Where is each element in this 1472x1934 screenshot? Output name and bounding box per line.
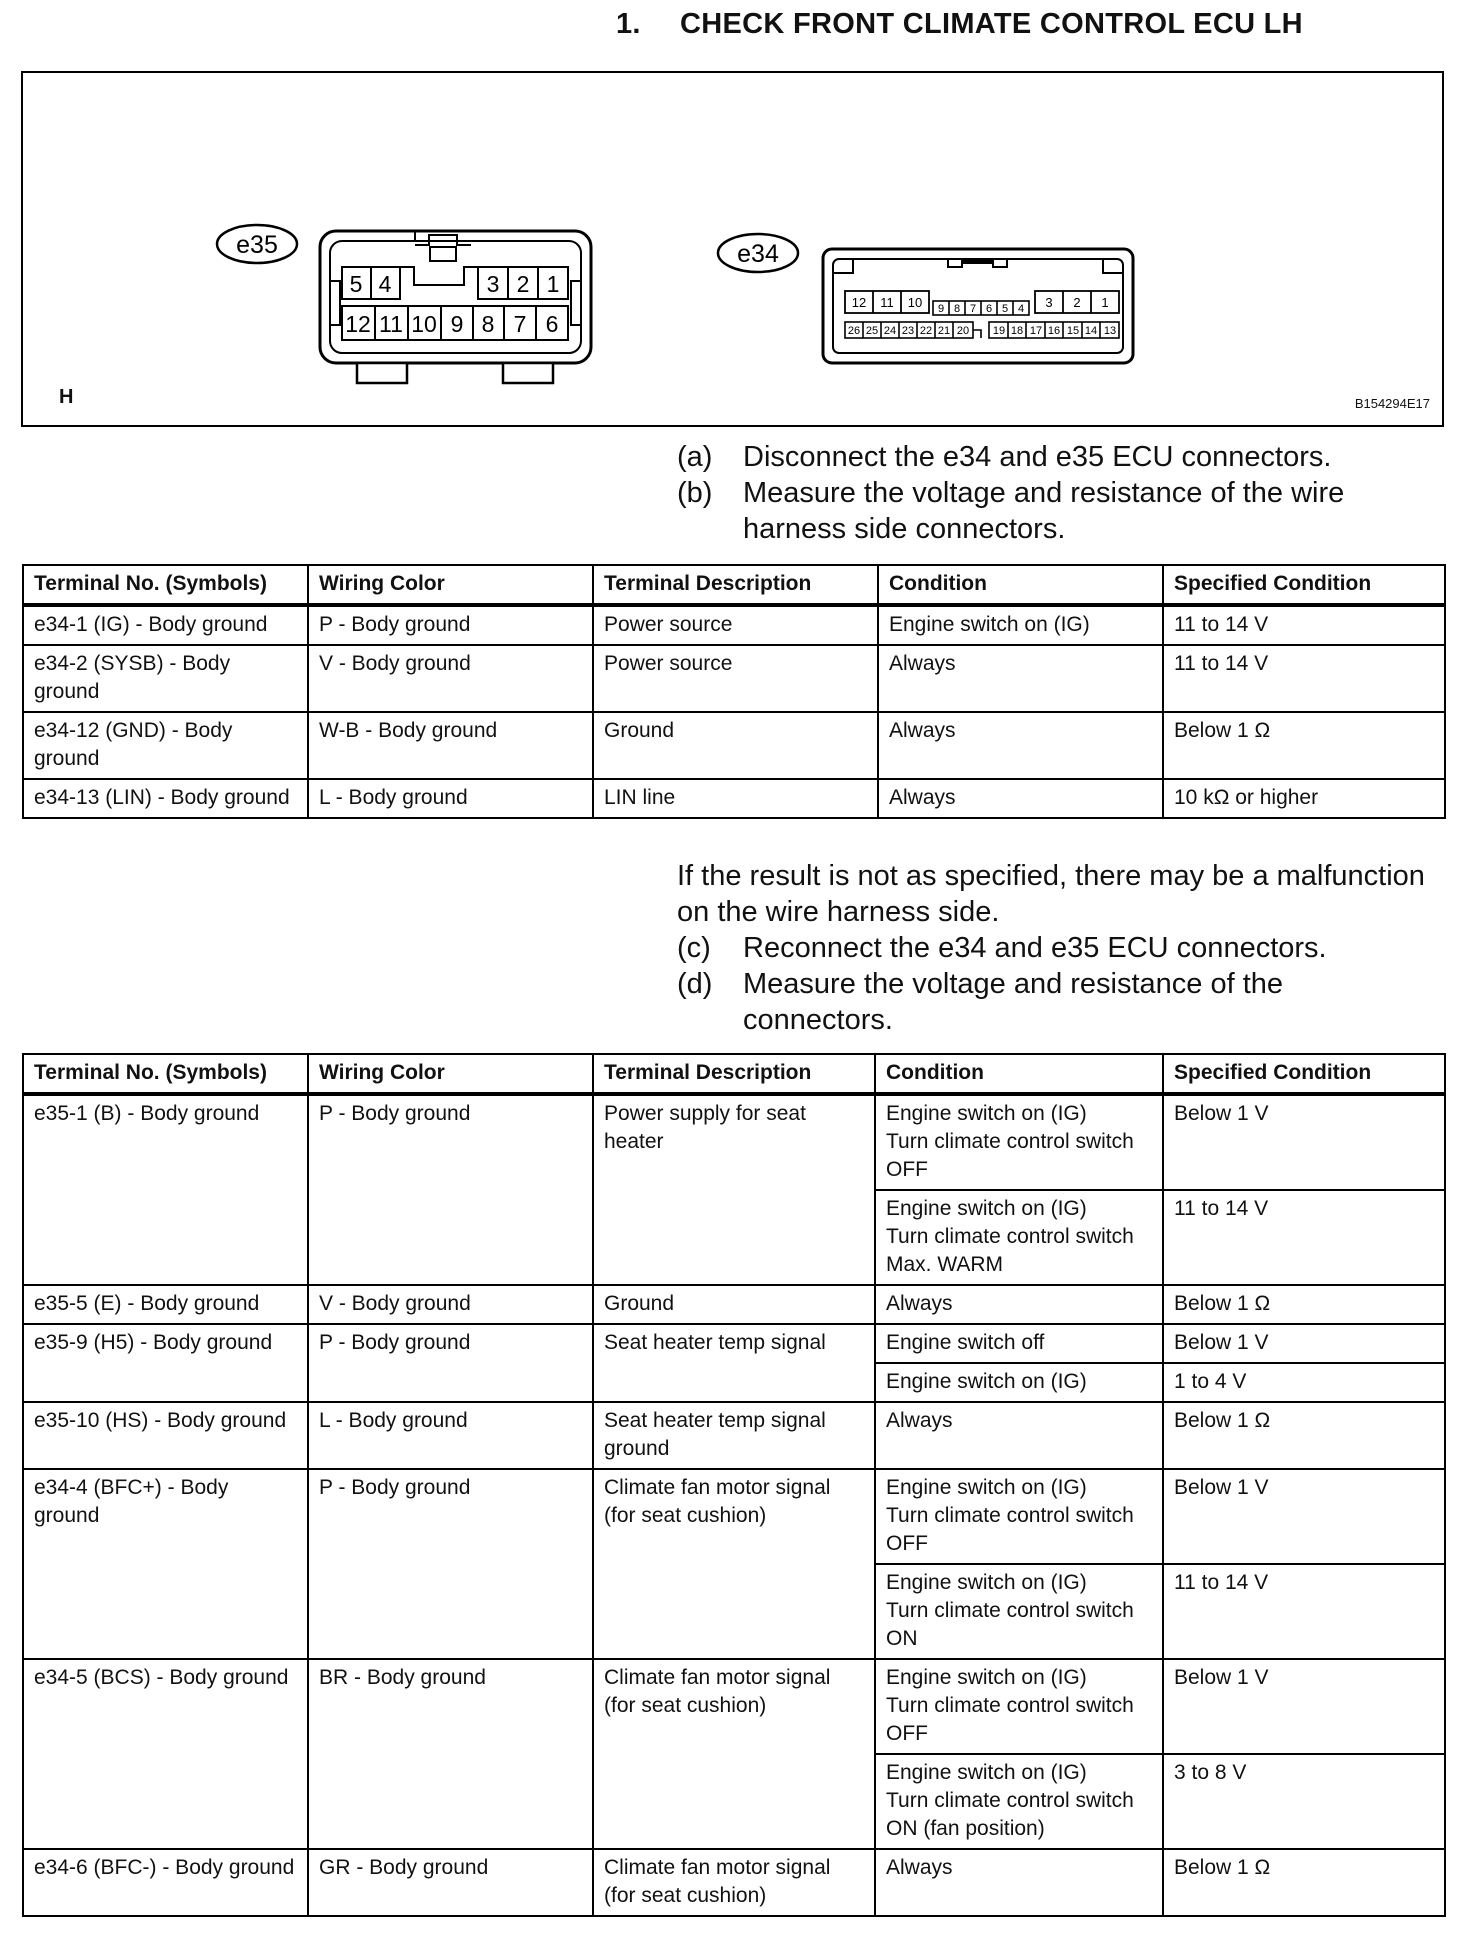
- spec-cell: Below 1 V: [1163, 1659, 1445, 1754]
- section-title-text: CHECK FRONT CLIMATE CONTROL ECU LH: [680, 8, 1303, 40]
- wiring-color-cell: W-B - Body ground: [308, 712, 593, 779]
- e34-pin-number: 20: [956, 325, 970, 337]
- table-row: [23, 1285, 1445, 1324]
- step-label: (b): [677, 477, 713, 509]
- e35-pin-number: 8: [481, 311, 495, 337]
- section-title: [616, 8, 1303, 41]
- table-row: [23, 1094, 1445, 1190]
- description-cell: Power source: [593, 605, 878, 645]
- terminal-cell: e34-12 (GND) - Body ground: [23, 712, 308, 779]
- terminal-cell: e34-1 (IG) - Body ground: [23, 605, 308, 645]
- e35-pin-number: 12: [345, 311, 371, 337]
- e34-pin-number: 13: [1103, 325, 1117, 337]
- wiring-color-cell: P - Body ground: [308, 1324, 593, 1402]
- spec-cell: 11 to 14 V: [1163, 1190, 1445, 1285]
- terminal-cell: e34-13 (LIN) - Body ground: [23, 779, 308, 818]
- e34-pin-number: 23: [901, 325, 915, 337]
- e34-pin-number: 19: [992, 325, 1006, 337]
- wiring-color-cell: BR - Body ground: [308, 1659, 593, 1849]
- table-row: [23, 1402, 1445, 1469]
- result-note: If the result is not as specified, there may be a malfunction on the wire harness side.: [677, 860, 1425, 928]
- terminal-cell: e34-6 (BFC-) - Body ground: [23, 1849, 308, 1916]
- e34-pin-number: 17: [1029, 325, 1043, 337]
- connector-spec-table: [22, 1053, 1446, 1917]
- condition-cell: Engine switch on (IG) Turn climate control switch ON: [875, 1564, 1163, 1659]
- e35-label: e35: [236, 231, 278, 259]
- wiring-color-cell: P - Body ground: [308, 1469, 593, 1659]
- condition-cell: Engine switch on (IG) Turn climate control switch Max. WARM: [875, 1190, 1163, 1285]
- wiring-color-cell: V - Body ground: [308, 1285, 593, 1324]
- e34-pin-number: 22: [919, 325, 933, 337]
- e34-pin-number: 14: [1084, 325, 1098, 337]
- e34-pin-number: 4: [1017, 303, 1025, 315]
- e35-pin-number: 7: [513, 311, 527, 337]
- description-cell: LIN line: [593, 779, 878, 818]
- e34-pin-number: 1: [1101, 295, 1109, 310]
- step-d: [677, 966, 1437, 1038]
- column-header: Terminal No. (Symbols): [23, 565, 308, 605]
- e34-pin-number: 15: [1066, 325, 1080, 337]
- section-number: 1.: [616, 8, 641, 40]
- e34-top-left-numbers: [852, 295, 922, 310]
- e34-pin-number: 9: [937, 303, 945, 315]
- terminal-cell: e34-4 (BFC+) - Body ground: [23, 1469, 308, 1659]
- column-header: Terminal Description: [593, 565, 878, 605]
- table-row: [23, 645, 1445, 712]
- step-text: Measure the voltage and resistance of the connectors.: [743, 968, 1284, 1036]
- condition-cell: Engine switch on (IG) Turn climate control switch OFF: [875, 1659, 1163, 1754]
- spec-cell: 11 to 14 V: [1163, 1564, 1445, 1659]
- spec-cell: Below 1 V: [1163, 1469, 1445, 1564]
- description-cell: Climate fan motor signal (for seat cushion): [593, 1469, 875, 1659]
- e34-pin-number: 25: [865, 325, 879, 337]
- terminal-cell: e34-5 (BCS) - Body ground: [23, 1659, 308, 1849]
- terminal-cell: e35-10 (HS) - Body ground: [23, 1402, 308, 1469]
- e34-pin-number: 21: [937, 325, 951, 337]
- wiring-color-cell: P - Body ground: [308, 1094, 593, 1285]
- spec-cell: Below 1 Ω: [1163, 1285, 1445, 1324]
- condition-cell: Engine switch off: [875, 1324, 1163, 1363]
- condition-cell: Always: [875, 1849, 1163, 1916]
- e35-pin-number: 3: [486, 271, 500, 297]
- e35-connector: [320, 231, 591, 383]
- e35-pin-number: 6: [545, 311, 559, 337]
- condition-cell: Always: [878, 712, 1163, 779]
- e35-pin-number: 10: [411, 311, 437, 337]
- description-cell: Ground: [593, 712, 878, 779]
- e34-pin-number: 10: [907, 295, 923, 310]
- e34-pin-number: 6: [985, 303, 993, 315]
- connector-diagram: [23, 73, 1442, 425]
- spec-cell: 1 to 4 V: [1163, 1363, 1445, 1402]
- e34-pin-number: 16: [1047, 325, 1061, 337]
- spec-cell: 3 to 8 V: [1163, 1754, 1445, 1849]
- table-row: [23, 1849, 1445, 1916]
- wiring-color-cell: V - Body ground: [308, 645, 593, 712]
- step-text: Reconnect the e34 and e35 ECU connectors.: [743, 932, 1327, 964]
- step-text: Measure the voltage and resistance of the wire harness side connectors.: [743, 477, 1345, 545]
- column-header: Specified Condition: [1163, 565, 1445, 605]
- spec-cell: Below 1 Ω: [1163, 1849, 1445, 1916]
- figure-code: B154294E17: [1354, 396, 1430, 411]
- condition-cell: Always: [878, 779, 1163, 818]
- e34-pin-number: 5: [1001, 303, 1009, 315]
- table-row: [23, 1659, 1445, 1754]
- harness-side-spec-table: [22, 564, 1446, 819]
- description-cell: Seat heater temp signal ground: [593, 1402, 875, 1469]
- e35-pin-number: 9: [450, 311, 464, 337]
- condition-cell: Engine switch on (IG) Turn climate control switch ON (fan position): [875, 1754, 1163, 1849]
- condition-cell: Always: [875, 1285, 1163, 1324]
- description-cell: Ground: [593, 1285, 875, 1324]
- spec-cell: 10 kΩ or higher: [1163, 779, 1445, 818]
- e34-pin-number: 8: [953, 303, 961, 315]
- spec-cell: 11 to 14 V: [1163, 645, 1445, 712]
- table-row: [23, 605, 1445, 645]
- column-header: Terminal Description: [593, 1054, 875, 1094]
- step-label: (c): [677, 932, 711, 964]
- e34-pin-number: 12: [851, 295, 867, 310]
- e34-pin-number: 3: [1045, 295, 1053, 310]
- e34-pin-number: 26: [847, 325, 861, 337]
- terminal-cell: e35-5 (E) - Body ground: [23, 1285, 308, 1324]
- column-header: Wiring Color: [308, 565, 593, 605]
- table-header-row: [23, 565, 1445, 605]
- e35-pin-number: 5: [349, 271, 363, 297]
- description-cell: Climate fan motor signal (for seat cushion): [593, 1849, 875, 1916]
- table-row: [23, 712, 1445, 779]
- e34-pin-number: 11: [880, 295, 894, 310]
- steps-reconnect: [677, 858, 1437, 1038]
- table-row: [23, 779, 1445, 818]
- table-header-row: [23, 1054, 1445, 1094]
- spec-cell: Below 1 Ω: [1163, 712, 1445, 779]
- step-b: [677, 475, 1437, 547]
- e34-pin-number: 18: [1010, 325, 1024, 337]
- condition-cell: Engine switch on (IG): [878, 605, 1163, 645]
- figure-view-letter: H: [59, 386, 74, 408]
- condition-cell: Always: [875, 1402, 1163, 1469]
- spec-cell: Below 1 Ω: [1163, 1402, 1445, 1469]
- column-header: Wiring Color: [308, 1054, 593, 1094]
- wiring-color-cell: L - Body ground: [308, 1402, 593, 1469]
- connector-figure: [21, 71, 1444, 427]
- terminal-cell: e35-9 (H5) - Body ground: [23, 1324, 308, 1402]
- e34-pin-number: 2: [1073, 295, 1081, 310]
- e34-pin-number: 7: [969, 303, 977, 315]
- e35-pin-number: 11: [379, 311, 403, 337]
- wiring-color-cell: L - Body ground: [308, 779, 593, 818]
- condition-cell: Engine switch on (IG) Turn climate control switch OFF: [875, 1469, 1163, 1564]
- spec-cell: Below 1 V: [1163, 1324, 1445, 1363]
- step-a: [677, 439, 1437, 475]
- condition-cell: Engine switch on (IG) Turn climate control switch OFF: [875, 1094, 1163, 1190]
- steps-disconnect: [677, 439, 1437, 547]
- table-row: [23, 1469, 1445, 1564]
- e35-pin-number: 4: [378, 271, 392, 297]
- step-c: [677, 930, 1437, 966]
- table-row: [23, 1324, 1445, 1363]
- column-header: Terminal No. (Symbols): [23, 1054, 308, 1094]
- description-cell: Seat heater temp signal: [593, 1324, 875, 1402]
- e35-pin-number: 2: [516, 271, 530, 297]
- condition-cell: Always: [878, 645, 1163, 712]
- terminal-cell: e34-2 (SYSB) - Body ground: [23, 645, 308, 712]
- step-text: Disconnect the e34 and e35 ECU connectors.: [743, 441, 1332, 473]
- wiring-color-cell: P - Body ground: [308, 605, 593, 645]
- description-cell: Power source: [593, 645, 878, 712]
- step-label: (a): [677, 441, 713, 473]
- spec-cell: Below 1 V: [1163, 1094, 1445, 1190]
- spec-cell: 11 to 14 V: [1163, 605, 1445, 645]
- terminal-cell: e35-1 (B) - Body ground: [23, 1094, 308, 1285]
- e34-connector: [823, 249, 1133, 363]
- description-cell: Climate fan motor signal (for seat cushion): [593, 1659, 875, 1849]
- e34-label: e34: [737, 240, 779, 268]
- wiring-color-cell: GR - Body ground: [308, 1849, 593, 1916]
- description-cell: Power supply for seat heater: [593, 1094, 875, 1285]
- e34-pin-number: 24: [883, 325, 897, 337]
- column-header: Condition: [875, 1054, 1163, 1094]
- column-header: Condition: [878, 565, 1163, 605]
- column-header: Specified Condition: [1163, 1054, 1445, 1094]
- e35-pin-number: 1: [546, 271, 560, 297]
- condition-cell: Engine switch on (IG): [875, 1363, 1163, 1402]
- step-label: (d): [677, 968, 713, 1000]
